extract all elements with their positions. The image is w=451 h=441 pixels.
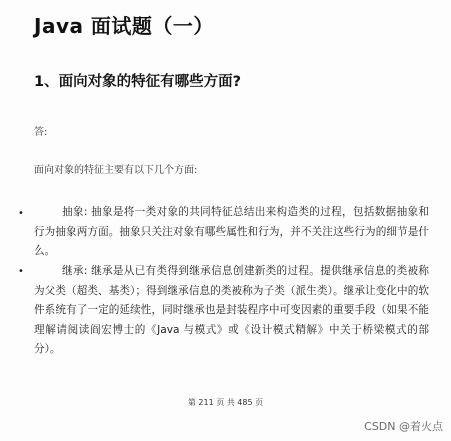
watermark: CSDN @着火点 xyxy=(364,420,443,433)
list-item-inheritance: 继承: 继承是从已有类得到继承信息创建新类的过程。提供继承信息的类被称为父类（超类、基类）；得到继承信息的类被称为子类（派生类）。继承让变化中的软件系统有了一定的延续性，同时继承也是封装程序中可变因素的重要手段（如果不能理解请阅读阎宏博士的《Java 与模式》或《设计模式精解》中关于桥梁模式的部分）。 xyxy=(34,265,429,355)
question-heading: 1、面向对象的特征有哪些方面? xyxy=(34,74,241,90)
list-item-abstraction: 抽象: 抽象是将一类对象的共同特征总结出来构造类的过程，包括数据抽象和行为抽象两方面。抽象只关注对象有哪些属性和行为，并不关注这些行为的细节是什么。 xyxy=(34,206,429,257)
answer-label: 答: xyxy=(34,127,48,138)
document-title: Java 面试题（一） xyxy=(34,14,214,38)
bullet-icon: • xyxy=(18,208,24,219)
intro-text: 面向对象的特征主要有以下几个方面: xyxy=(34,165,198,176)
bullet-icon: • xyxy=(18,266,24,277)
page-number: 第 211 页 共 485 页 xyxy=(187,398,264,407)
